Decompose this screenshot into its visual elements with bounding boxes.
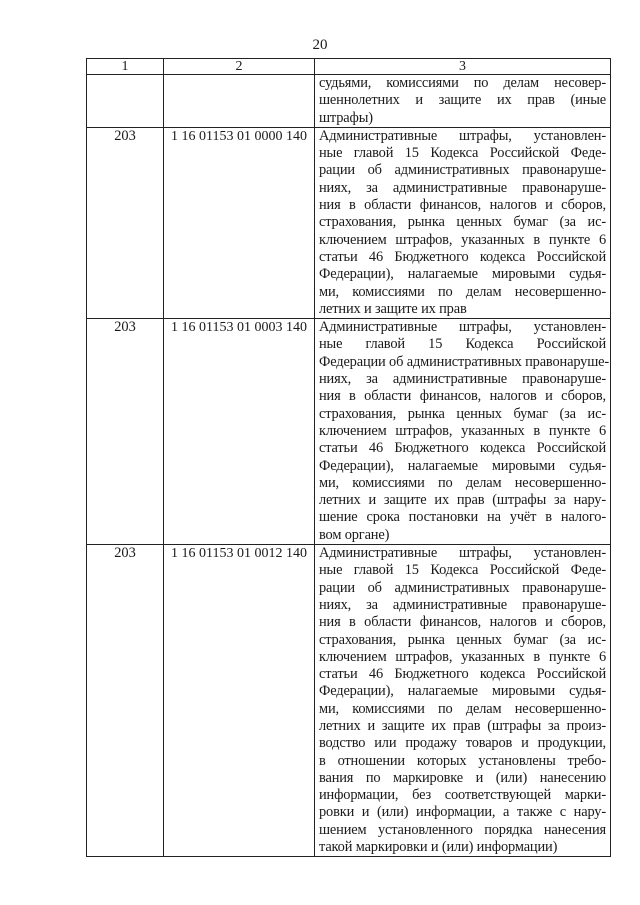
description-cell [315,127,611,318]
description-line: летних и защите их прав (штрафы за нару- [319,492,606,509]
admin-code-cell: 203 [87,545,164,857]
description-cell [315,75,611,128]
kbk-code-cell: 1 16 01153 01 0003 140 [164,319,315,545]
description-line: вом органе) [319,526,390,543]
description-line: вания по маркировке и (или) нанесению [319,769,606,786]
description-line: рации об административных правонаруше- [319,579,606,596]
kbk-code-cell: 1 16 01153 01 0012 140 [164,545,315,857]
description-line: Федерации), налагаемые мировыми судья- [319,683,606,700]
table-row [87,545,611,857]
description-line: ниях, за административные правонаруше- [319,179,606,196]
description-line: ми, комиссиями по делам несовершенно- [319,700,606,717]
description-line: Федерации об административных правонаруше- [319,353,610,370]
description-line: страхования, рынка ценных бумаг (за ис- [319,214,606,231]
description-line: Административные штрафы, установлен- [319,127,606,144]
description-line: шеннолетних и защите их прав (иные [319,92,606,109]
description-line: шением установленного порядка нанесения [319,821,606,838]
description-line: статьи 46 Бюджетного кодекса Российской [319,248,606,265]
description-line: Федерации), налагаемые мировыми судья- [319,266,606,283]
description-line: ния в области финансов, налогов и сборов, [319,614,606,631]
description-line: летних и защите их прав (штрафы за произ- [319,717,606,734]
description-line: ключением штрафов, указанных в пункте 6 [319,231,606,248]
description-line: ровки и (или) информации, а также с нару- [319,804,606,821]
table-row [87,75,611,128]
description-line: ниях, за административные правонаруше- [319,371,606,388]
admin-code-cell: 203 [87,319,164,545]
admin-code-cell [87,75,164,128]
table-body [87,75,611,857]
column-header-1: 1 [87,59,164,75]
description-line: Административные штрафы, установлен- [319,545,606,562]
description-line: летних и защите их прав [319,300,467,317]
description-line: страхования, рынка ценных бумаг (за ис- [319,631,606,648]
kbk-code-cell [164,75,315,128]
table-header-row [87,59,611,75]
description-line: ми, комиссиями по делам несовершенно- [319,474,606,491]
description-line: информации, без соответствующей марки- [319,787,606,804]
description-line: ные главой 15 Кодекса Российской Феде- [319,562,606,579]
budget-codes-table [86,58,611,857]
description-line: ниях, за административные правонаруше- [319,596,606,613]
description-line: судьями, комиссиями по делам несовер- [319,75,606,91]
description-line: Административные штрафы, установлен- [319,319,606,336]
kbk-code-cell: 1 16 01153 01 0000 140 [164,127,315,318]
description-line: страхования, рынка ценных бумаг (за ис- [319,405,606,422]
description-line: ния в области финансов, налогов и сборов, [319,388,606,405]
description-line: водство или продажу товаров и продукции, [319,735,606,752]
page-number: 20 [312,37,328,53]
table-row [87,127,611,318]
description-line: в отношении которых установлены требо- [319,752,606,769]
description-cell [315,545,611,857]
description-line: ми, комиссиями по делам несовершенно- [319,283,606,300]
description-line: ния в области финансов, налогов и сборов, [319,197,606,214]
description-line: статьи 46 Бюджетного кодекса Российской [319,440,606,457]
description-line: Федерации), налагаемые мировыми судья- [319,457,606,474]
table-row [87,319,611,545]
description-line: штрафы) [319,109,373,126]
description-cell [315,319,611,545]
description-line: шение срока постановки на учёт в налого- [319,509,606,526]
admin-code-cell: 203 [87,127,164,318]
description-line: ные главой 15 Кодекса Российской Феде- [319,145,606,162]
description-line: статьи 46 Бюджетного кодекса Российской [319,666,606,683]
column-header-3: 3 [315,59,611,75]
column-header-2: 2 [164,59,315,75]
description-line: ключением штрафов, указанных в пункте 6 [319,648,606,665]
description-line: ключением штрафов, указанных в пункте 6 [319,422,606,439]
description-line: ные главой 15 Кодекса Российской [319,336,606,353]
description-line: рации об административных правонаруше- [319,162,606,179]
description-line: такой маркировки и (или) информации) [319,839,558,856]
